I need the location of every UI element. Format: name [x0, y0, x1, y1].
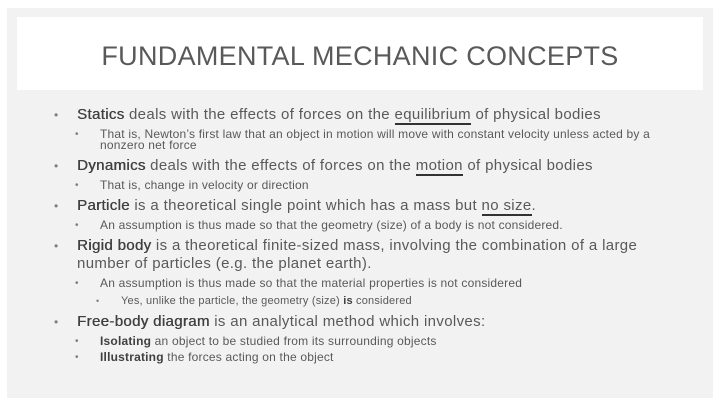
particle-text-pre: is a theoretical single point which has a mass but [129, 197, 482, 214]
sub-bullet-rigid-body [75, 278, 694, 289]
term-free-body-diagram: Free-body diagram [77, 313, 210, 330]
statics-text-post: of physical bodies [470, 106, 601, 123]
bullet-icon: • [54, 239, 59, 253]
rigid-body-subsub-pre: Yes, unlike the particle, the geometry (size) [121, 295, 344, 307]
rigid-body-subsub-bold: is [343, 295, 353, 307]
bullet-free-body-diagram [54, 313, 694, 331]
bullet-icon: • [75, 278, 79, 289]
dynamics-sub-text: That is, change in velocity or direction [100, 178, 309, 192]
title-box [17, 17, 703, 90]
sub-bullet-illustrating [75, 352, 694, 363]
bullet-icon: • [54, 199, 59, 213]
bullet-icon: • [75, 180, 79, 191]
term-dynamics: Dynamics [77, 157, 146, 174]
particle-sub-text: An assumption is thus made so that the geometry (size) of a body is not considered. [100, 218, 563, 232]
free-body-text: is an analytical method which involves: [209, 313, 486, 330]
term-rigid-body: Rigid body [77, 237, 152, 254]
bullet-icon: • [75, 220, 79, 231]
particle-text-post: . [531, 197, 537, 214]
bullet-icon: • [54, 315, 59, 329]
sub-sub-bullet-rigid-body [96, 295, 694, 307]
rigid-body-sub-text: An assumption is thus made so that the material properties is not considered [100, 276, 523, 290]
rigid-body-text: is a theoretical finite-sized mass, involving the combination of a large number of particles (e.g. the planet earth). [77, 237, 638, 272]
bullet-particle [54, 197, 694, 215]
sub-bullet-particle [75, 220, 694, 231]
dynamics-emphasis: motion [415, 157, 463, 174]
isolating-text: an object to be studied from its surrounding objects [151, 334, 437, 348]
illustrating-text: the forces acting on the object [163, 350, 334, 364]
bullet-icon: • [54, 159, 59, 173]
particle-emphasis: no size [481, 197, 532, 214]
bullet-icon: • [75, 129, 79, 140]
illustrating-bold: Illustrating [100, 350, 164, 364]
dynamics-text-post: of physical bodies [462, 157, 593, 174]
slide-title: FUNDAMENTAL MECHANIC CONCEPTS [101, 41, 619, 71]
sub-bullet-isolating [75, 336, 694, 347]
bullet-icon: • [96, 296, 100, 306]
isolating-bold: Isolating [100, 334, 152, 348]
bullet-list [54, 106, 694, 369]
bullet-icon: • [75, 352, 79, 363]
dynamics-text-pre: deals with the effects of forces on the [145, 157, 416, 174]
bullet-rigid-body [54, 237, 694, 273]
statics-text-pre: deals with the effects of forces on the [124, 106, 395, 123]
sub-bullet-statics [75, 129, 694, 151]
bullet-dynamics [54, 157, 694, 175]
sub-bullet-dynamics [75, 180, 694, 191]
term-statics: Statics [77, 106, 125, 123]
bullet-icon: • [75, 336, 79, 347]
rigid-body-subsub-post: considered [352, 295, 412, 307]
bullet-icon: • [54, 108, 59, 122]
slide [7, 8, 713, 398]
term-particle: Particle [77, 197, 130, 214]
statics-sub-text: That is, Newton’s first law that an object in motion will move with constant velocity unless acted by a nonzero net force [100, 127, 650, 152]
statics-emphasis: equilibrium [394, 106, 471, 123]
bullet-statics [54, 106, 694, 124]
